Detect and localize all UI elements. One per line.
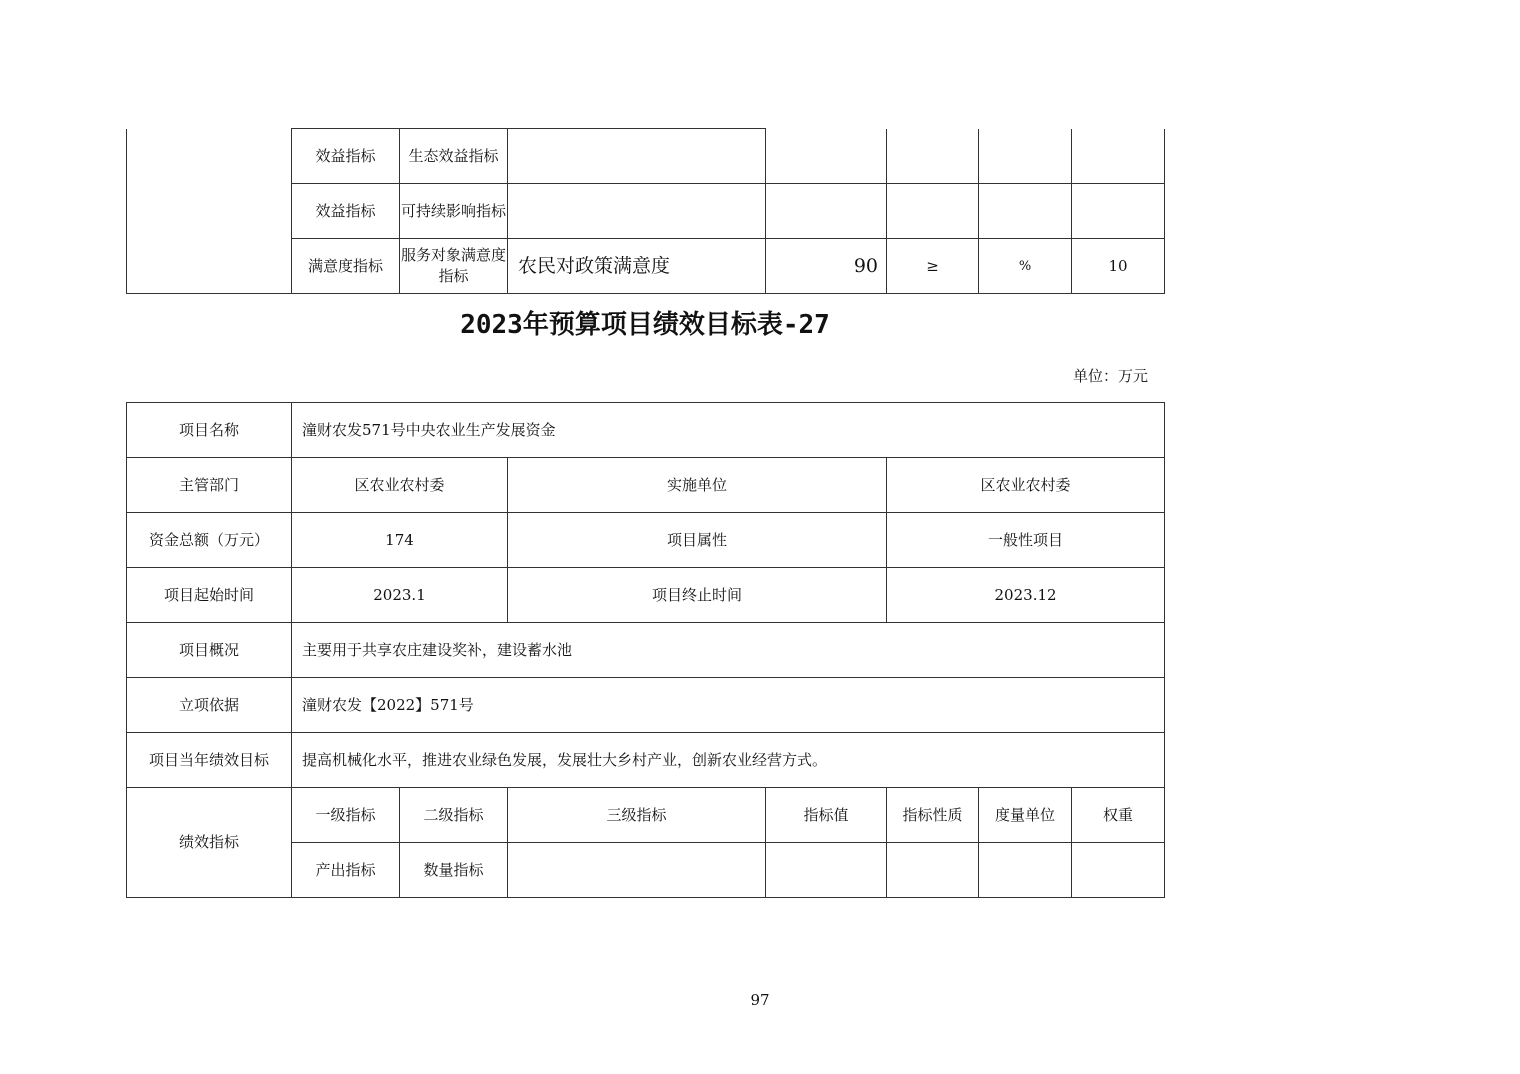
- annual-goal-value: 提高机械化水平，推进农业绿色发展，发展壮大乡村产业，创新农业经营方式。: [292, 733, 1165, 788]
- nature-cell: [887, 129, 979, 184]
- project-attr-label: 项目属性: [508, 513, 887, 568]
- unit-cell: [979, 843, 1072, 898]
- weight-cell: [1072, 129, 1165, 184]
- performance-indicators-label: 绩效指标: [127, 788, 292, 898]
- weight-cell: 10: [1072, 239, 1165, 294]
- level1-cell: 满意度指标: [292, 239, 400, 294]
- level2-cell: 生态效益指标: [400, 129, 508, 184]
- impl-unit-value: 区农业农村委: [887, 458, 1165, 513]
- header-level1: 一级指标: [292, 788, 400, 843]
- table-row: [127, 458, 1165, 513]
- table-row: [127, 733, 1165, 788]
- performance-target-table: [126, 402, 1165, 898]
- start-time-label: 项目起始时间: [127, 568, 292, 623]
- impl-unit-label: 实施单位: [508, 458, 887, 513]
- level3-cell: [508, 129, 766, 184]
- fund-total-label: 资金总额（万元）: [127, 513, 292, 568]
- header-value: 指标值: [766, 788, 887, 843]
- annual-goal-label: 项目当年绩效目标: [127, 733, 292, 788]
- table-row: [127, 513, 1165, 568]
- table-row: [127, 568, 1165, 623]
- basis-value: 潼财农发【2022】571号: [292, 678, 1165, 733]
- unit-cell: %: [979, 239, 1072, 294]
- project-name-value: 潼财农发571号中央农业生产发展资金: [292, 403, 1165, 458]
- weight-cell: [1072, 843, 1165, 898]
- basis-label: 立项依据: [127, 678, 292, 733]
- end-time-label: 项目终止时间: [508, 568, 887, 623]
- table-row: [127, 403, 1165, 458]
- project-attr-value: 一般性项目: [887, 513, 1165, 568]
- unit-label: 单位：万元: [1073, 367, 1149, 385]
- header-weight: 权重: [1072, 788, 1165, 843]
- weight-cell: [1072, 184, 1165, 239]
- level3-cell: 农民对政策满意度: [508, 239, 766, 294]
- table-row: [127, 623, 1165, 678]
- fund-total-value: 174: [292, 513, 508, 568]
- header-nature: 指标性质: [887, 788, 979, 843]
- level2-cell: 服务对象满意度指标: [400, 239, 508, 294]
- table-row: [127, 129, 1165, 184]
- project-name-label: 项目名称: [127, 403, 292, 458]
- level2-cell: 可持续影响指标: [400, 184, 508, 239]
- header-unit: 度量单位: [979, 788, 1072, 843]
- dept-value: 区农业农村委: [292, 458, 508, 513]
- dept-label: 主管部门: [127, 458, 292, 513]
- level3-cell: [508, 843, 766, 898]
- unit-cell: [979, 184, 1072, 239]
- level1-cell: 效益指标: [292, 184, 400, 239]
- nature-cell: [887, 184, 979, 239]
- header-level3: 三级指标: [508, 788, 766, 843]
- value-cell: [766, 129, 887, 184]
- page-number: 97: [750, 991, 770, 1009]
- continued-indicator-table: [126, 128, 1165, 294]
- header-level2: 二级指标: [400, 788, 508, 843]
- level1-cell: 产出指标: [292, 843, 400, 898]
- nature-cell: ≥: [887, 239, 979, 294]
- value-cell: [766, 184, 887, 239]
- overview-value: 主要用于共享农庄建设奖补，建设蓄水池: [292, 623, 1165, 678]
- start-time-value: 2023.1: [292, 568, 508, 623]
- level1-cell: 效益指标: [292, 129, 400, 184]
- overview-label: 项目概况: [127, 623, 292, 678]
- table-row: [127, 788, 1165, 843]
- table-row: [127, 678, 1165, 733]
- nature-cell: [887, 843, 979, 898]
- unit-cell: [979, 129, 1072, 184]
- level3-cell: [508, 184, 766, 239]
- value-cell: [766, 843, 887, 898]
- end-time-value: 2023.12: [887, 568, 1165, 623]
- level2-cell: 数量指标: [400, 843, 508, 898]
- value-cell: 90: [766, 239, 887, 294]
- page-title: 2023年预算项目绩效目标表-27: [460, 310, 830, 340]
- blank-category-cell: [127, 129, 292, 294]
